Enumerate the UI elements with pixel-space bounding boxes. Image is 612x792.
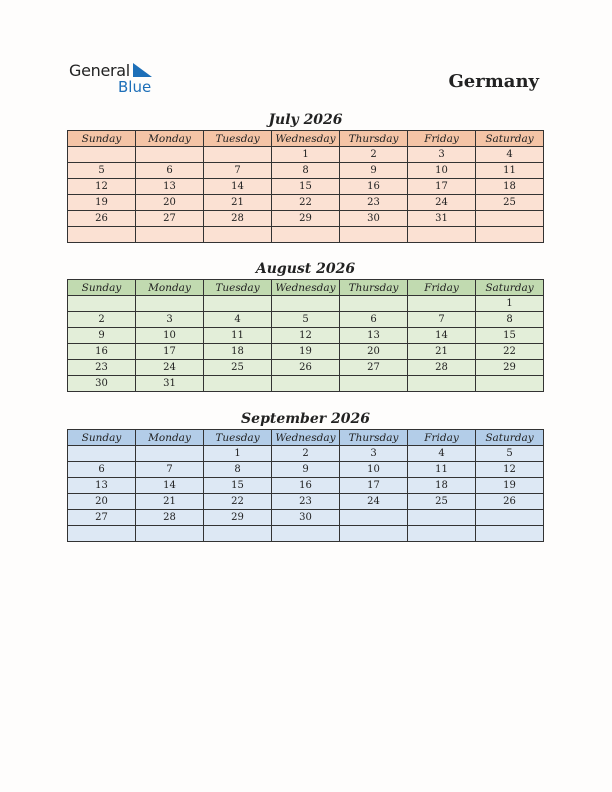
day-cell: 27: [136, 211, 204, 227]
day-cell: [68, 526, 136, 542]
day-cell: 23: [68, 360, 136, 376]
day-cell: [476, 526, 544, 542]
day-cell: [408, 510, 476, 526]
day-cell: [136, 526, 204, 542]
day-cell: 5: [68, 163, 136, 179]
day-cell: 21: [204, 195, 272, 211]
day-cell: 8: [476, 312, 544, 328]
day-cell: 10: [136, 328, 204, 344]
week-row: [68, 296, 544, 312]
week-row: [68, 163, 544, 179]
day-cell: 13: [136, 179, 204, 195]
month-calendar: [67, 410, 544, 542]
month-calendar: [67, 111, 544, 243]
day-cell: 11: [476, 163, 544, 179]
day-cell: 5: [272, 312, 340, 328]
day-cell: 28: [204, 211, 272, 227]
day-cell: [68, 227, 136, 243]
day-cell: 11: [204, 328, 272, 344]
day-cell: 29: [204, 510, 272, 526]
day-cell: 27: [68, 510, 136, 526]
day-cell: 1: [272, 147, 340, 163]
logo-triangle-icon: [133, 63, 153, 77]
month-table: [67, 279, 544, 392]
week-row: [68, 462, 544, 478]
day-cell: 5: [476, 446, 544, 462]
day-cell: 23: [272, 494, 340, 510]
day-cell: [272, 227, 340, 243]
day-cell: 22: [476, 344, 544, 360]
day-cell: 19: [476, 478, 544, 494]
month-title: September 2026: [241, 411, 370, 427]
day-cell: 11: [408, 462, 476, 478]
day-cell: 14: [136, 478, 204, 494]
day-cell: 29: [476, 360, 544, 376]
day-cell: 3: [136, 312, 204, 328]
day-cell: 1: [204, 446, 272, 462]
day-cell: 20: [136, 195, 204, 211]
weekday-header: Thursday: [340, 131, 408, 147]
day-cell: 2: [68, 312, 136, 328]
week-row: [68, 478, 544, 494]
day-cell: 25: [204, 360, 272, 376]
day-cell: [476, 227, 544, 243]
weekday-header: Sunday: [68, 131, 136, 147]
week-row: [68, 446, 544, 462]
day-cell: 23: [340, 195, 408, 211]
week-row: [68, 328, 544, 344]
weekday-header: Wednesday: [272, 280, 340, 296]
day-cell: 14: [408, 328, 476, 344]
day-cell: [408, 376, 476, 392]
day-cell: [204, 526, 272, 542]
day-cell: [340, 227, 408, 243]
day-cell: 15: [476, 328, 544, 344]
weekday-header: Saturday: [476, 131, 544, 147]
day-cell: 10: [408, 163, 476, 179]
day-cell: 17: [340, 478, 408, 494]
day-cell: 4: [408, 446, 476, 462]
day-cell: 25: [476, 195, 544, 211]
weekday-header: Monday: [136, 430, 204, 446]
day-cell: 8: [204, 462, 272, 478]
day-cell: 1: [476, 296, 544, 312]
month-title: August 2026: [255, 261, 356, 277]
day-cell: 25: [408, 494, 476, 510]
weekday-header: Tuesday: [204, 430, 272, 446]
day-cell: [68, 147, 136, 163]
day-cell: 16: [68, 344, 136, 360]
day-cell: [408, 227, 476, 243]
weekday-header: Wednesday: [272, 131, 340, 147]
week-row: [68, 526, 544, 542]
day-cell: 16: [272, 478, 340, 494]
day-cell: 10: [340, 462, 408, 478]
weekday-header-row: [68, 131, 544, 147]
day-cell: 31: [408, 211, 476, 227]
day-cell: 12: [68, 179, 136, 195]
weekday-header: Monday: [136, 131, 204, 147]
day-cell: 6: [136, 163, 204, 179]
week-row: [68, 376, 544, 392]
day-cell: 26: [68, 211, 136, 227]
weekday-header: Friday: [408, 280, 476, 296]
day-cell: 30: [272, 510, 340, 526]
day-cell: 30: [68, 376, 136, 392]
day-cell: [136, 296, 204, 312]
weekday-header-row: [68, 280, 544, 296]
day-cell: 4: [204, 312, 272, 328]
day-cell: 14: [204, 179, 272, 195]
day-cell: 22: [204, 494, 272, 510]
day-cell: 7: [204, 163, 272, 179]
day-cell: 7: [408, 312, 476, 328]
weekday-header: Friday: [408, 131, 476, 147]
day-cell: 21: [136, 494, 204, 510]
day-cell: 18: [476, 179, 544, 195]
weekday-header: Friday: [408, 430, 476, 446]
day-cell: 20: [340, 344, 408, 360]
day-cell: [204, 296, 272, 312]
day-cell: 28: [408, 360, 476, 376]
day-cell: [68, 446, 136, 462]
day-cell: [136, 227, 204, 243]
day-cell: 24: [340, 494, 408, 510]
day-cell: 28: [136, 510, 204, 526]
day-cell: 17: [408, 179, 476, 195]
day-cell: 17: [136, 344, 204, 360]
day-cell: 16: [340, 179, 408, 195]
day-cell: [272, 296, 340, 312]
day-cell: 8: [272, 163, 340, 179]
day-cell: 27: [340, 360, 408, 376]
month-calendar: [67, 260, 544, 392]
day-cell: 26: [272, 360, 340, 376]
day-cell: 9: [272, 462, 340, 478]
day-cell: 13: [68, 478, 136, 494]
day-cell: [408, 296, 476, 312]
week-row: [68, 227, 544, 243]
day-cell: 19: [272, 344, 340, 360]
week-row: [68, 510, 544, 526]
day-cell: [408, 526, 476, 542]
weekday-header: Sunday: [68, 430, 136, 446]
day-cell: 6: [340, 312, 408, 328]
day-cell: 18: [204, 344, 272, 360]
day-cell: 2: [272, 446, 340, 462]
day-cell: [340, 296, 408, 312]
day-cell: 7: [136, 462, 204, 478]
day-cell: 26: [476, 494, 544, 510]
day-cell: 19: [68, 195, 136, 211]
logo-text-general: General: [69, 61, 130, 80]
weekday-header: Wednesday: [272, 430, 340, 446]
day-cell: 3: [408, 147, 476, 163]
weekday-header: Monday: [136, 280, 204, 296]
day-cell: 15: [204, 478, 272, 494]
weekday-header: Tuesday: [204, 131, 272, 147]
weekday-header: Saturday: [476, 280, 544, 296]
day-cell: 12: [476, 462, 544, 478]
day-cell: 12: [272, 328, 340, 344]
month-table: [67, 130, 544, 243]
day-cell: 15: [272, 179, 340, 195]
day-cell: [204, 227, 272, 243]
week-row: [68, 344, 544, 360]
day-cell: [272, 376, 340, 392]
day-cell: [136, 446, 204, 462]
day-cell: [476, 376, 544, 392]
week-row: [68, 179, 544, 195]
day-cell: 2: [340, 147, 408, 163]
week-row: [68, 360, 544, 376]
week-row: [68, 195, 544, 211]
day-cell: [68, 296, 136, 312]
day-cell: 20: [68, 494, 136, 510]
day-cell: 24: [136, 360, 204, 376]
day-cell: 30: [340, 211, 408, 227]
day-cell: 31: [136, 376, 204, 392]
day-cell: 9: [340, 163, 408, 179]
day-cell: 29: [272, 211, 340, 227]
week-row: [68, 211, 544, 227]
day-cell: [340, 510, 408, 526]
logo-text-blue: Blue: [118, 78, 152, 96]
day-cell: 4: [476, 147, 544, 163]
day-cell: 3: [340, 446, 408, 462]
day-cell: [136, 147, 204, 163]
day-cell: [340, 526, 408, 542]
day-cell: [476, 211, 544, 227]
month-table: [67, 429, 544, 542]
day-cell: [272, 526, 340, 542]
weekday-header: Thursday: [340, 280, 408, 296]
day-cell: [340, 376, 408, 392]
month-title: July 2026: [268, 112, 343, 128]
day-cell: [476, 510, 544, 526]
day-cell: 13: [340, 328, 408, 344]
weekday-header: Sunday: [68, 280, 136, 296]
day-cell: 22: [272, 195, 340, 211]
weekday-header: Saturday: [476, 430, 544, 446]
weekday-header: Thursday: [340, 430, 408, 446]
weekday-header: Tuesday: [204, 280, 272, 296]
week-row: [68, 312, 544, 328]
day-cell: 6: [68, 462, 136, 478]
country-title: Germany: [448, 71, 539, 92]
day-cell: 9: [68, 328, 136, 344]
day-cell: [204, 147, 272, 163]
day-cell: [204, 376, 272, 392]
day-cell: 18: [408, 478, 476, 494]
day-cell: 24: [408, 195, 476, 211]
week-row: [68, 147, 544, 163]
day-cell: 21: [408, 344, 476, 360]
week-row: [68, 494, 544, 510]
weekday-header-row: [68, 430, 544, 446]
